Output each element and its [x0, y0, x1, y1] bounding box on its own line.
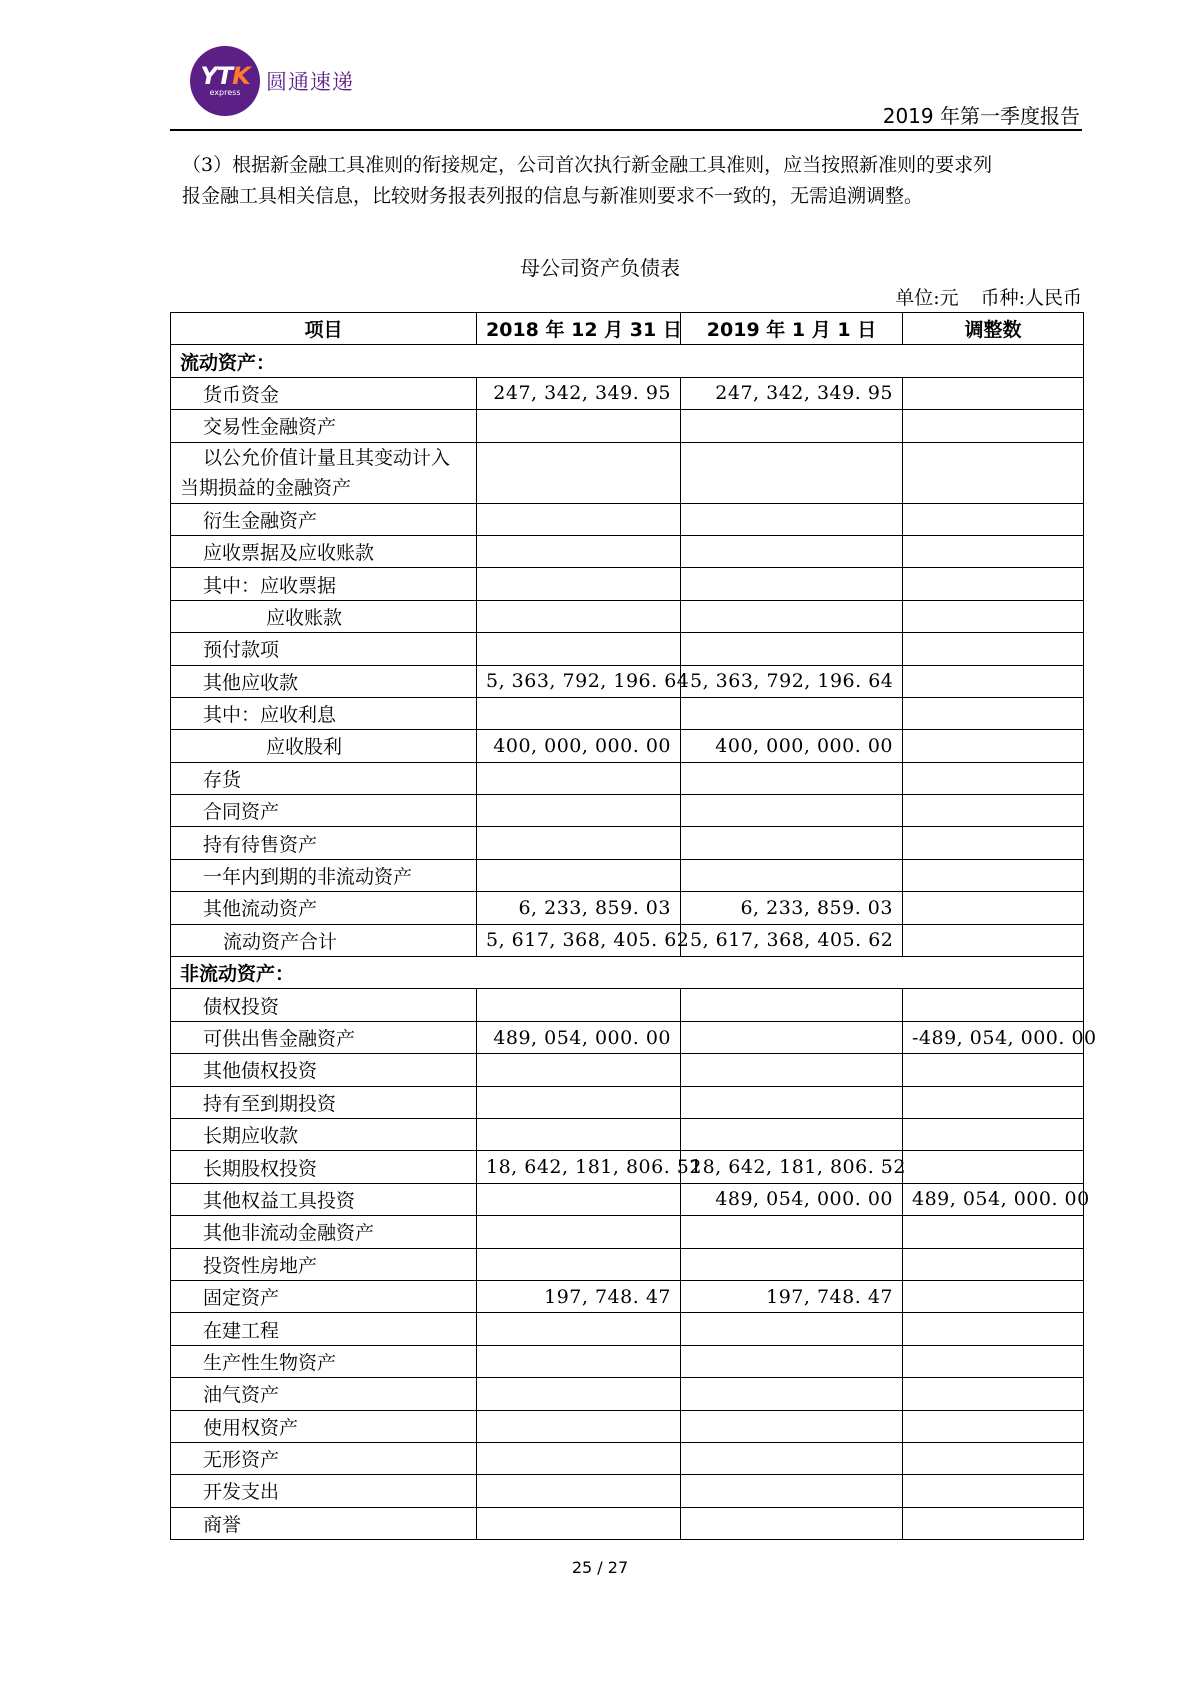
table-row: [171, 1345, 1084, 1377]
value-2018: 18, 642, 181, 806. 52: [477, 1151, 681, 1183]
value-adjustment: [903, 1410, 1084, 1442]
value-2019: [681, 410, 903, 442]
value-adjustment: [903, 924, 1084, 956]
table-row: [171, 827, 1084, 859]
row-label: 应收股利: [171, 730, 477, 762]
table-row: [171, 1475, 1084, 1507]
table-row: [171, 1507, 1084, 1539]
unit-line: [895, 283, 1082, 310]
value-2018: [477, 1378, 681, 1410]
value-2019: [681, 697, 903, 729]
value-2019: [681, 1475, 903, 1507]
section-label: 非流动资产：: [171, 957, 1084, 989]
value-2019: [681, 795, 903, 827]
row-label: 其他权益工具投资: [171, 1183, 477, 1215]
table-row: [171, 410, 1084, 442]
value-2018: [477, 1086, 681, 1118]
value-2018: [477, 1410, 681, 1442]
page-number: 25 / 27: [571, 1558, 629, 1577]
section-label: 流动资产：: [171, 345, 1084, 377]
value-adjustment: [903, 762, 1084, 794]
table-row: [171, 924, 1084, 956]
table-row: [171, 665, 1084, 697]
value-adjustment: [903, 665, 1084, 697]
value-2019: [681, 442, 903, 503]
value-2019: 197, 748. 47: [681, 1280, 903, 1312]
row-label: 长期股权投资: [171, 1151, 477, 1183]
value-2018: [477, 762, 681, 794]
value-adjustment: [903, 1248, 1084, 1280]
value-2018: [477, 503, 681, 535]
value-adjustment: [903, 633, 1084, 665]
value-2018: [477, 1216, 681, 1248]
row-label: 商誉: [171, 1507, 477, 1539]
value-2019: 5, 363, 792, 196. 64: [681, 665, 903, 697]
row-label: 衍生金融资产: [171, 503, 477, 535]
header-divider: [170, 129, 1082, 131]
value-2018: [477, 1313, 681, 1345]
value-2018: 197, 748. 47: [477, 1280, 681, 1312]
row-label: 应收票据及应收账款: [171, 535, 477, 567]
value-2019: 400, 000, 000. 00: [681, 730, 903, 762]
value-2019: [681, 1442, 903, 1474]
value-2018: [477, 1345, 681, 1377]
row-label: 应收账款: [171, 600, 477, 632]
row-label: 长期应收款: [171, 1118, 477, 1150]
value-adjustment: [903, 1378, 1084, 1410]
row-label: 油气资产: [171, 1378, 477, 1410]
value-2018: 400, 000, 000. 00: [477, 730, 681, 762]
value-2019: 18, 642, 181, 806. 52: [681, 1151, 903, 1183]
value-2019: [681, 1313, 903, 1345]
table-row: [171, 1183, 1084, 1215]
row-label: 投资性房地产: [171, 1248, 477, 1280]
value-2019: [681, 535, 903, 567]
value-2018: 489, 054, 000. 00: [477, 1021, 681, 1053]
table-header-row: [171, 313, 1084, 345]
value-adjustment: [903, 1151, 1084, 1183]
value-2018: 6, 233, 859. 03: [477, 892, 681, 924]
table-row: [171, 1118, 1084, 1150]
value-2019: 6, 233, 859. 03: [681, 892, 903, 924]
table-row: [171, 1151, 1084, 1183]
transition-note: [182, 150, 1082, 212]
value-adjustment: [903, 1475, 1084, 1507]
value-adjustment: [903, 697, 1084, 729]
value-adjustment: [903, 730, 1084, 762]
value-2019: [681, 1118, 903, 1150]
value-2018: [477, 1507, 681, 1539]
col-header-item: 项目: [171, 313, 477, 345]
value-2018: [477, 859, 681, 891]
table-row: [171, 697, 1084, 729]
value-2019: [681, 600, 903, 632]
value-2018: [477, 568, 681, 600]
value-2018: [477, 1475, 681, 1507]
value-2019: [681, 633, 903, 665]
table-row: [171, 442, 1084, 503]
value-2018: [477, 827, 681, 859]
table-row: [171, 1378, 1084, 1410]
row-label: 固定资产: [171, 1280, 477, 1312]
table-row: [171, 633, 1084, 665]
report-title: 2019 年第一季度报告: [882, 104, 1080, 128]
row-label: 使用权资产: [171, 1410, 477, 1442]
value-adjustment: [903, 1313, 1084, 1345]
table-row: [171, 1086, 1084, 1118]
table-row: [171, 1410, 1084, 1442]
col-header-2019: 2019 年 1 月 1 日: [681, 313, 903, 345]
value-adjustment: [903, 1345, 1084, 1377]
table-row: [171, 1313, 1084, 1345]
section-row: [171, 957, 1084, 989]
table-row: [171, 1021, 1084, 1053]
value-adjustment: [903, 1054, 1084, 1086]
row-label: 其中：应收利息: [171, 697, 477, 729]
value-2018: [477, 795, 681, 827]
row-label: 在建工程: [171, 1313, 477, 1345]
note-line-2: 报金融工具相关信息，比较财务报表列报的信息与新准则要求不一致的，无需追溯调整。: [182, 185, 924, 207]
table-row: [171, 503, 1084, 535]
value-2019: [681, 568, 903, 600]
note-line-1: （3）根据新金融工具准则的衔接规定，公司首次执行新金融工具准则，应当按照新准则的要求列: [182, 154, 993, 176]
value-2019: [681, 827, 903, 859]
table-row: [171, 535, 1084, 567]
value-2019: [681, 503, 903, 535]
row-label: 其他债权投资: [171, 1054, 477, 1086]
unit-label: 单位:元: [895, 287, 959, 309]
value-2019: [681, 1086, 903, 1118]
value-adjustment: [903, 568, 1084, 600]
value-adjustment: [903, 892, 1084, 924]
value-2018: [477, 1442, 681, 1474]
row-label: 其他非流动金融资产: [171, 1216, 477, 1248]
value-adjustment: [903, 859, 1084, 891]
value-adjustment: [903, 1118, 1084, 1150]
logo-subtitle: express: [209, 88, 241, 97]
value-adjustment: [903, 989, 1084, 1021]
table-row: [171, 989, 1084, 1021]
table-row: [171, 1280, 1084, 1312]
value-adjustment: [903, 1442, 1084, 1474]
row-label: 交易性金融资产: [171, 410, 477, 442]
value-2019: [681, 1378, 903, 1410]
balance-sheet-table: [170, 312, 1097, 1540]
row-label: 无形资产: [171, 1442, 477, 1474]
value-adjustment: [903, 1216, 1084, 1248]
table-row: [171, 762, 1084, 794]
value-2019: 5, 617, 368, 405. 62: [681, 924, 903, 956]
value-adjustment: [903, 442, 1084, 503]
logo-letters: YT: [200, 62, 233, 90]
value-2019: [681, 1054, 903, 1086]
value-adjustment: [903, 1086, 1084, 1118]
value-2018: [477, 600, 681, 632]
value-2019: 489, 054, 000. 00: [681, 1183, 903, 1215]
table-row: [171, 568, 1084, 600]
row-label: 可供出售金融资产: [171, 1021, 477, 1053]
value-adjustment: [903, 535, 1084, 567]
table-row: [171, 795, 1084, 827]
value-2018: [477, 442, 681, 503]
row-label: 债权投资: [171, 989, 477, 1021]
value-2018: [477, 697, 681, 729]
value-2019: 247, 342, 349. 95: [681, 377, 903, 409]
value-2018: 247, 342, 349. 95: [477, 377, 681, 409]
row-label: 流动资产合计: [171, 924, 477, 956]
value-2018: [477, 1248, 681, 1280]
table-row: [171, 600, 1084, 632]
table-row: [171, 859, 1084, 891]
value-2018: [477, 633, 681, 665]
row-label: 开发支出: [171, 1475, 477, 1507]
row-label: 预付款项: [171, 633, 477, 665]
value-adjustment: [903, 600, 1084, 632]
value-adjustment: [903, 503, 1084, 535]
value-adjustment: [903, 1507, 1084, 1539]
page-header: [170, 40, 1082, 130]
value-adjustment: [903, 795, 1084, 827]
value-2019: [681, 1507, 903, 1539]
table-row: [171, 1216, 1084, 1248]
value-2018: [477, 989, 681, 1021]
logo-accent: K: [232, 62, 250, 90]
value-2018: [477, 1054, 681, 1086]
company-name: 圆通速递: [266, 70, 354, 94]
table-row: [171, 1248, 1084, 1280]
row-label: 一年内到期的非流动资产: [171, 859, 477, 891]
yto-logo-icon: [190, 46, 260, 116]
value-2018: 5, 363, 792, 196. 64: [477, 665, 681, 697]
table-title: 母公司资产负债表: [520, 256, 680, 280]
table-row: [171, 377, 1084, 409]
row-label: 其他应收款: [171, 665, 477, 697]
value-adjustment: -489, 054, 000. 00: [903, 1021, 1084, 1053]
value-2019: [681, 762, 903, 794]
value-2019: [681, 1216, 903, 1248]
section-row: [171, 345, 1084, 377]
value-2019: [681, 1345, 903, 1377]
currency-label: 币种:人民币: [980, 287, 1082, 309]
row-label: 合同资产: [171, 795, 477, 827]
value-2018: [477, 1183, 681, 1215]
value-2019: [681, 1410, 903, 1442]
row-label: 持有待售资产: [171, 827, 477, 859]
row-label: 持有至到期投资: [171, 1086, 477, 1118]
row-label: 其中：应收票据: [171, 568, 477, 600]
value-2018: [477, 410, 681, 442]
row-label: 生产性生物资产: [171, 1345, 477, 1377]
table-row: [171, 1442, 1084, 1474]
value-adjustment: [903, 410, 1084, 442]
value-adjustment: [903, 1280, 1084, 1312]
row-label: 其他流动资产: [171, 892, 477, 924]
col-header-2018: 2018 年 12 月 31 日: [477, 313, 681, 345]
value-2018: [477, 535, 681, 567]
value-2019: [681, 989, 903, 1021]
value-2019: [681, 1248, 903, 1280]
row-label: 存货: [171, 762, 477, 794]
value-adjustment: 489, 054, 000. 00: [903, 1183, 1084, 1215]
value-2018: 5, 617, 368, 405. 62: [477, 924, 681, 956]
row-label: 以公允价值计量且其变动计入当期损益的金融资产: [171, 442, 477, 503]
table-row: [171, 892, 1084, 924]
value-2018: [477, 1118, 681, 1150]
value-2019: [681, 1021, 903, 1053]
row-label: 货币资金: [171, 377, 477, 409]
value-2019: [681, 859, 903, 891]
value-adjustment: [903, 377, 1084, 409]
table-row: [171, 730, 1084, 762]
table-row: [171, 1054, 1084, 1086]
col-header-adjustment: 调整数: [903, 313, 1084, 345]
value-adjustment: [903, 827, 1084, 859]
